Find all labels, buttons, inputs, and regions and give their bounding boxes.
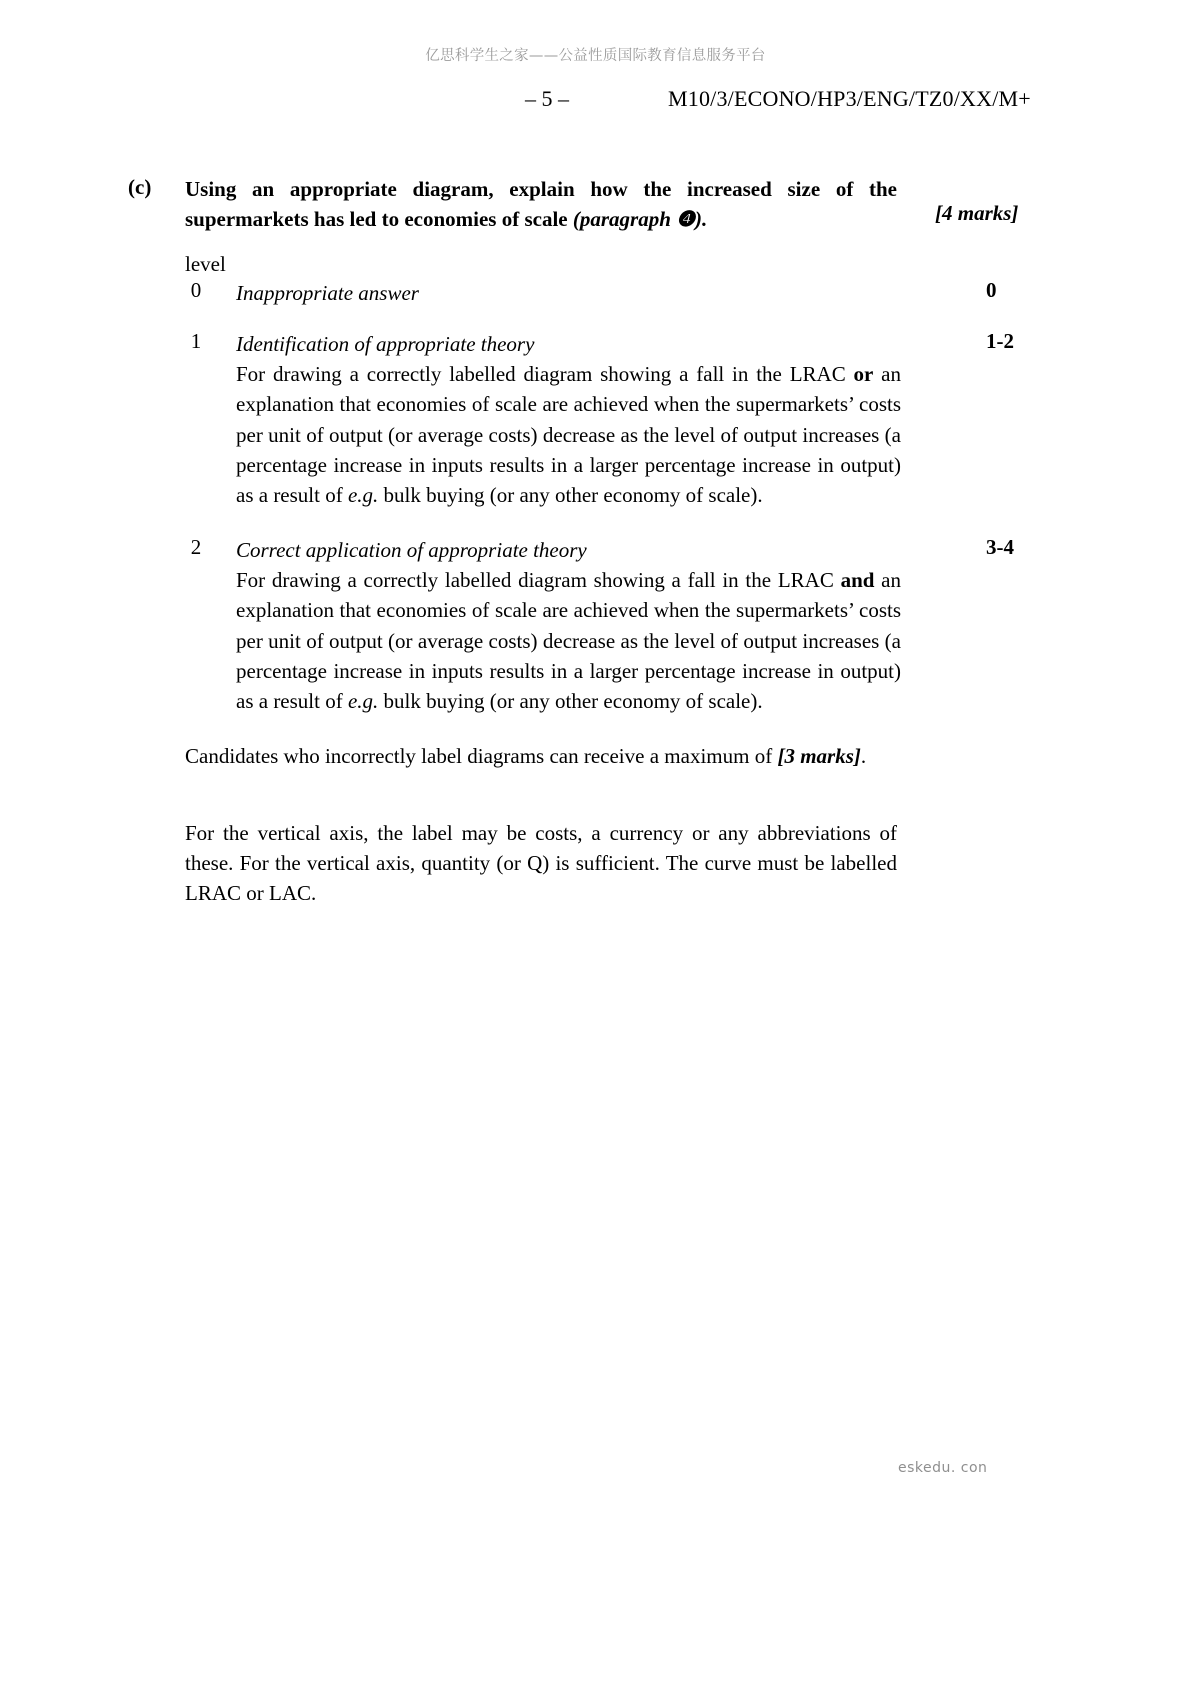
markband-1-number: 1 xyxy=(190,329,202,353)
page-number: – 5 – xyxy=(525,86,569,111)
markband-2-title: Correct application of appropriate theory xyxy=(236,538,587,562)
markband-1-body-mid: an explanation that economies of scale are achieved when the supermarkets’ costs per unit of output (or average costs) decrease as the level of output increases (a percentage increase in inputs results in a larger percentage increase in output) as a result of xyxy=(236,362,902,508)
question-text-main: Using an appropriate diagram, explain how the increased size of the supermarkets has led to economies of scale xyxy=(185,177,897,231)
note-max-marks-post: . xyxy=(860,744,867,768)
note-max-marks-pre: Candidates who incorrectly label diagrams can receive a maximum of xyxy=(185,744,778,768)
markband-2-body-post: bulk buying (or any other economy of scale). xyxy=(378,689,763,714)
question-text-italic: (paragraph ❹). xyxy=(572,206,708,231)
question-text xyxy=(185,175,897,235)
markband-1-body xyxy=(236,329,901,510)
markband-0-body xyxy=(236,278,901,308)
note-max-marks xyxy=(185,741,897,771)
note-axis-labels: For the vertical axis, the label may be costs, a currency or any abbreviations of these. For the vertical axis, quantity (or Q) is sufficient. The curve must be labelled LRAC or LAC. xyxy=(185,821,897,906)
markband-2-body xyxy=(236,535,901,716)
markband-1-score: 1-2 xyxy=(986,329,1014,353)
question-marks: [4 marks] xyxy=(935,201,1019,225)
markband-0-score: 0 xyxy=(986,278,997,302)
markband-1-body-post: bulk buying (or any other economy of scale). xyxy=(378,483,763,508)
markband-2-body-mid: an explanation that economies of scale are achieved when the supermarkets’ costs per unit of output (or average costs) decrease as the level of output increases (a percentage increase in inputs results in a larger percentage increase in output) as a result of xyxy=(236,568,901,714)
markband-2-body-italic: e.g. xyxy=(347,689,379,714)
markband-0-number: 0 xyxy=(190,278,202,302)
bottom-watermark: eskedu. con xyxy=(898,1460,988,1476)
note-max-marks-value: [3 marks] xyxy=(777,744,861,768)
markband-2-number: 2 xyxy=(190,535,202,559)
markband-2-body-pre: For drawing a correctly labelled diagram showing a fall in the LRAC xyxy=(236,568,841,593)
markband-1-body-italic: e.g. xyxy=(347,483,379,508)
markband-1-title: Identification of appropriate theory xyxy=(236,332,535,356)
markband-2-body-bold: and xyxy=(840,568,875,593)
question-label: (c) xyxy=(128,175,152,199)
document-code: M10/3/ECONO/HP3/ENG/TZ0/XX/M+ xyxy=(668,86,1031,111)
level-heading: level xyxy=(185,252,226,276)
top-watermark: 亿思科学生之家——公益性质国际教育信息服务平台 xyxy=(425,48,766,64)
markband-0-title: Inappropriate answer xyxy=(236,281,419,305)
markband-2-score: 3-4 xyxy=(986,535,1014,559)
markband-1-body-bold: or xyxy=(853,362,874,387)
markband-1-body-pre: For drawing a correctly labelled diagram showing a fall in the LRAC xyxy=(236,362,854,387)
